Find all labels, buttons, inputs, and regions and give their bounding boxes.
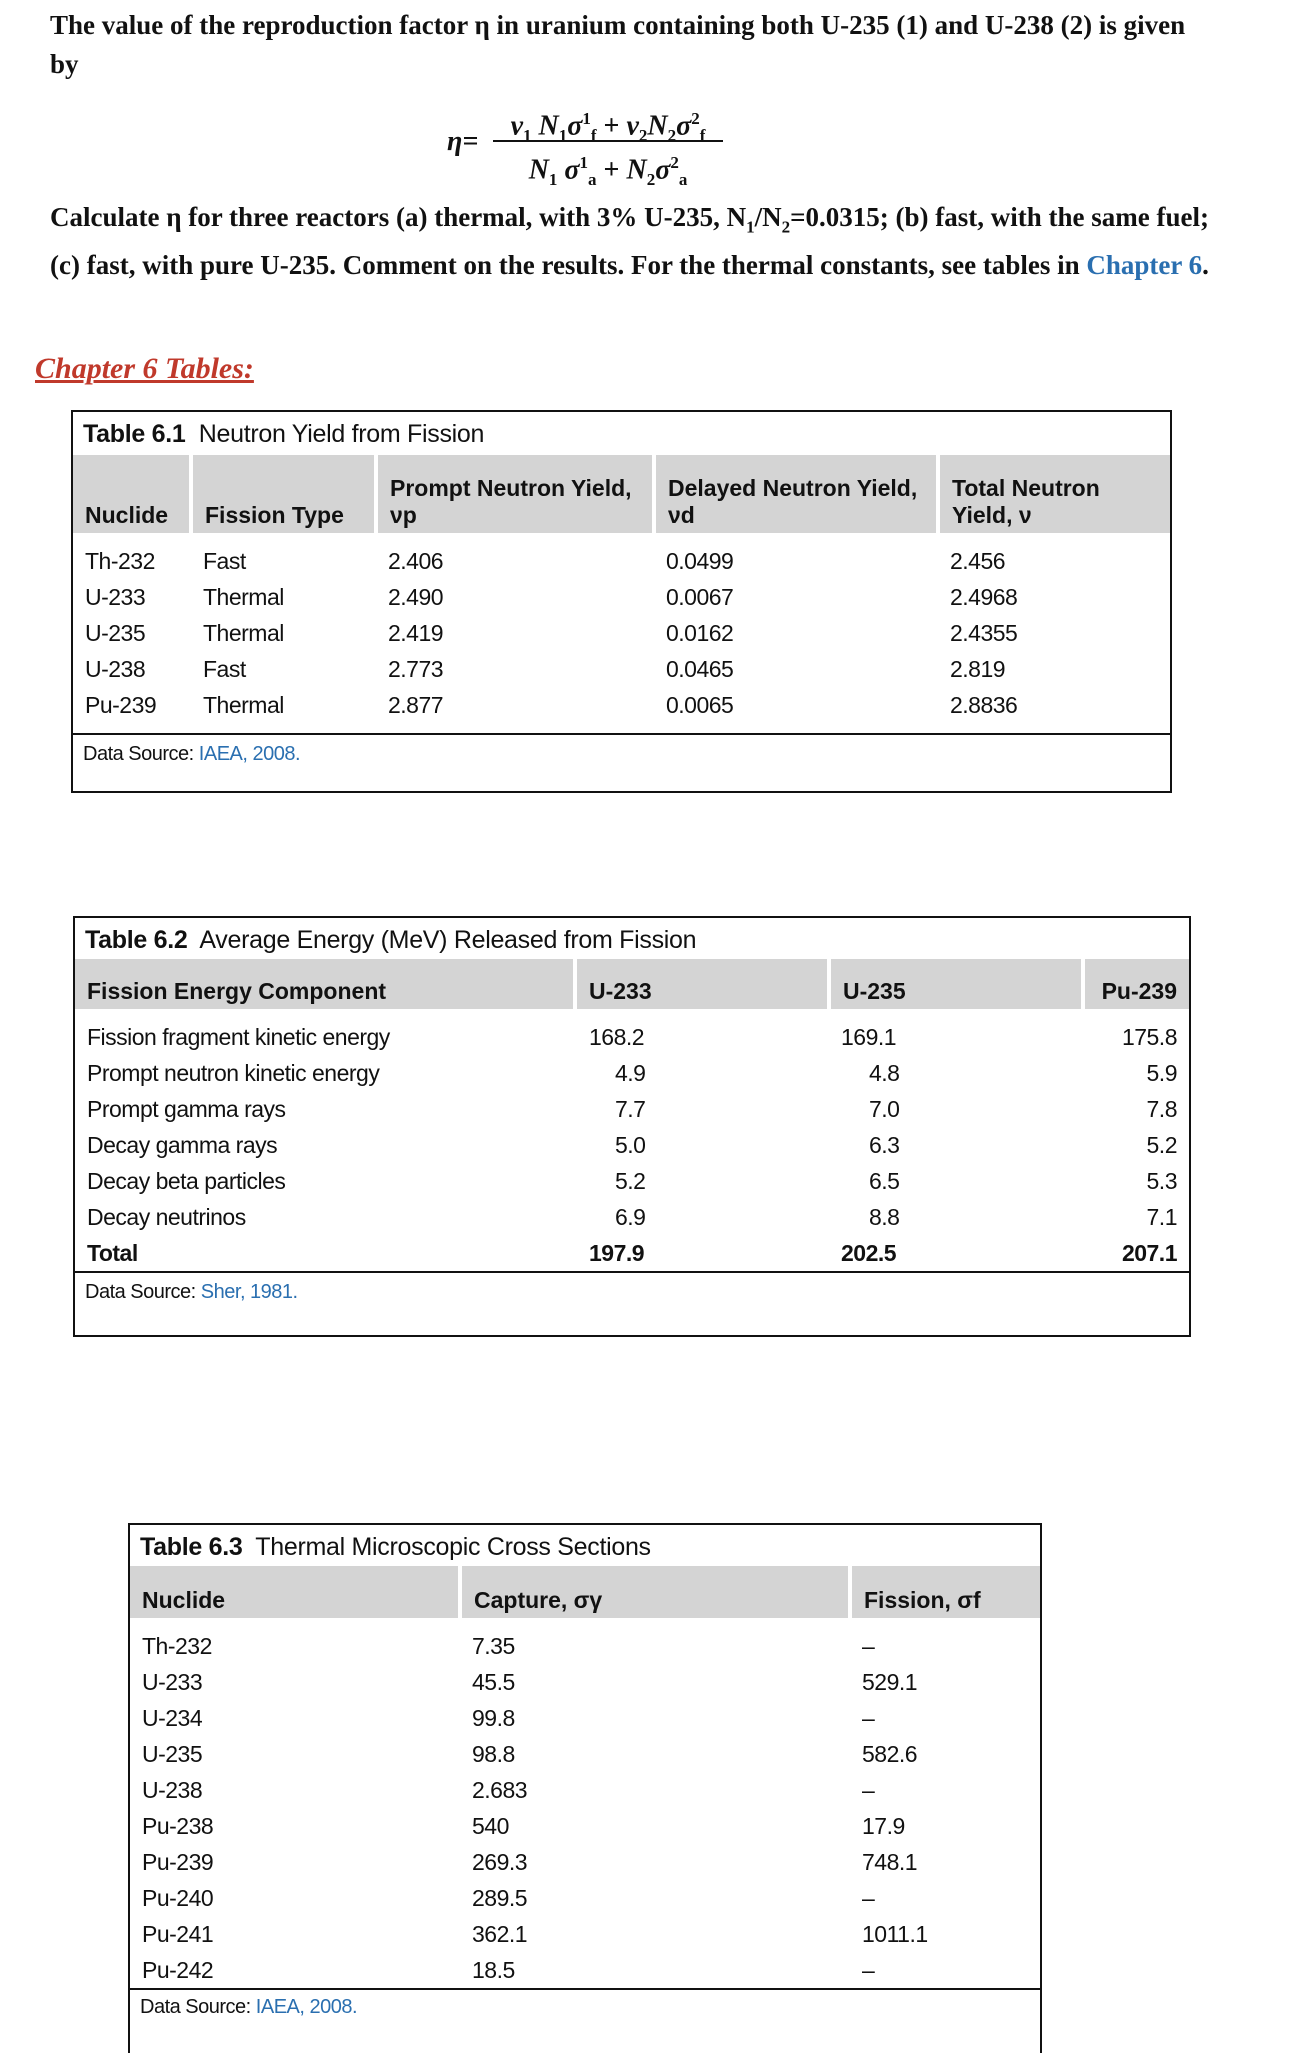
formula-fraction [493, 100, 723, 189]
table-row [75, 1009, 1189, 1055]
table-cell: U-234 [142, 1704, 203, 1731]
table-cell: 5.9 [1146, 1059, 1177, 1086]
table-cell: 2.8836 [950, 691, 1018, 718]
table-cell: 2.4968 [950, 583, 1018, 610]
task-text-b: /N [754, 202, 782, 232]
table-cell: 6.5 [869, 1167, 900, 1194]
col-header: Delayed Neutron Yield, νd [654, 455, 938, 533]
col-header: Total Neutron Yield, ν [938, 455, 1170, 533]
table-cell: 8.8 [869, 1203, 900, 1230]
table-cell: 748.1 [862, 1848, 918, 1875]
task-text-c: =0.0315; (b) fast, with the same fuel; (c) fast, with pure U-235. Comment on the results. For the thermal constants, see tables in [50, 202, 1210, 281]
task-text-a: Calculate η for three reactors (a) thermal, with 3% U-235, N [50, 202, 747, 232]
table-row [73, 615, 1170, 651]
table-6-1-grid [73, 455, 1170, 723]
table-cell: 5.3 [1146, 1167, 1177, 1194]
table-cell: 529.1 [862, 1668, 918, 1695]
table-cell: Thermal [203, 691, 284, 718]
table-cell: 5.0 [615, 1131, 646, 1158]
col-header: Prompt Neutron Yield, νp [376, 455, 654, 533]
chapter-6-tables-heading: Chapter 6 Tables: [35, 352, 254, 385]
table-cell: 2.456 [950, 547, 1006, 574]
table-6-3-grid [130, 1566, 1040, 1988]
table-cell: Pu-240 [142, 1884, 214, 1911]
formula-numerator: $\nu_1$ $N_1\sigma^1_f + \nu_2N_2\sigma^2_f$ [510, 109, 706, 145]
col-header: Nuclide [73, 455, 191, 533]
table-cell: Pu-239 [85, 691, 157, 718]
table-cell: Pu-241 [142, 1920, 214, 1947]
table-cell: U-238 [142, 1776, 203, 1803]
table-cell: 207.1 [1121, 1239, 1177, 1266]
problem-intro: The value of the reproduction factor η in uranium containing both U-235 (1) and U-238 (2) is given by [50, 10, 1186, 79]
source-link[interactable]: IAEA, 2008. [198, 743, 301, 765]
chapter-6-link[interactable]: Chapter 6 [1086, 250, 1203, 281]
table-cell: U-238 [85, 655, 146, 682]
table-row [75, 1127, 1189, 1163]
table-row [75, 1163, 1189, 1199]
table-row [130, 1700, 1040, 1736]
table-cell: Fast [203, 547, 246, 574]
table-row [130, 1772, 1040, 1808]
table-cell: Pu-242 [142, 1956, 214, 1983]
table-6-2 [73, 916, 1191, 1337]
table-cell: Fast [203, 655, 246, 682]
table-cell: 7.8 [1146, 1095, 1177, 1122]
table-row [130, 1808, 1040, 1844]
table-cell: 197.9 [589, 1239, 645, 1266]
table-cell: 269.3 [472, 1848, 528, 1875]
table-cell: 168.2 [589, 1023, 645, 1050]
table-6-1-source: Data Source: IAEA, 2008. [73, 733, 1170, 791]
table-cell: – [862, 1776, 875, 1803]
table-cell: 2.490 [388, 583, 444, 610]
source-link[interactable]: IAEA, 2008. [255, 1996, 358, 2018]
table-row [130, 1664, 1040, 1700]
formula-denominator: $N_1$ $\sigma^1_a + N_2\sigma^2_a$ [528, 153, 688, 189]
table-cell: 18.5 [472, 1956, 515, 1983]
table-cell: 45.5 [472, 1668, 515, 1695]
table-cell: 2.406 [388, 547, 444, 574]
table-cell: 1011.1 [862, 1920, 928, 1947]
table-cell: 7.35 [472, 1632, 515, 1659]
col-header: Fission Energy Component [75, 959, 575, 1009]
table-cell: Th-232 [142, 1632, 212, 1659]
table-cell: 202.5 [841, 1239, 897, 1266]
table-cell: 0.0067 [666, 583, 734, 610]
table-6-3-caption: Table 6.3 Thermal Microscopic Cross Sections [140, 1533, 651, 1561]
table-cell: 582.6 [862, 1740, 918, 1767]
table-cell: 4.8 [869, 1059, 900, 1086]
table-cell: 2.819 [950, 655, 1006, 682]
table-cell: – [862, 1884, 875, 1911]
table-row [75, 1091, 1189, 1127]
table-cell: 6.3 [869, 1131, 900, 1158]
table-cell: 7.7 [615, 1095, 646, 1122]
table-cell: U-235 [85, 619, 146, 646]
table-cell: U-233 [85, 583, 146, 610]
table-6-2-grid [75, 959, 1189, 1271]
col-header: Capture, σγ [460, 1566, 850, 1618]
table-cell: Decay neutrinos [87, 1203, 246, 1230]
table-cell: Decay gamma rays [87, 1131, 278, 1158]
table-cell: 99.8 [472, 1704, 515, 1731]
table-row [130, 1736, 1040, 1772]
table-cell: Fission fragment kinetic energy [87, 1023, 390, 1050]
col-header: Fission Type [191, 455, 376, 533]
table-6-1 [71, 410, 1172, 793]
table-cell: Pu-239 [142, 1848, 214, 1875]
table-cell: 5.2 [1146, 1131, 1177, 1158]
table-6-1-caption: Table 6.1 Neutron Yield from Fission [83, 420, 485, 448]
table-cell: Thermal [203, 583, 284, 610]
table-row [73, 579, 1170, 615]
table-cell: 540 [472, 1812, 509, 1839]
table-row [130, 1952, 1040, 1988]
table-cell: 362.1 [472, 1920, 528, 1947]
table-row [130, 1916, 1040, 1952]
table-cell: Total [87, 1239, 138, 1266]
col-header: Nuclide [130, 1566, 460, 1618]
table-row [73, 687, 1170, 723]
table-row [73, 533, 1170, 579]
table-row [130, 1844, 1040, 1880]
col-header: Fission, σf [850, 1566, 1040, 1618]
table-cell: 7.1 [1146, 1203, 1177, 1230]
table-cell: U-235 [142, 1740, 203, 1767]
problem-task: Calculate η for three reactors (a) thermal, with 3% U-235, $N_1/N_2=0.0315$; (b) fast, with the same fuel; (c) fast, with pure U-235. Comment on the results. For the thermal constants, see tables in Chapter 6. [50, 202, 1210, 281]
table-cell: 98.8 [472, 1740, 515, 1767]
table-cell: 169.1 [841, 1023, 897, 1050]
source-link[interactable]: Sher, 1981. [200, 1281, 298, 1303]
table-cell: 2.683 [472, 1776, 528, 1803]
table-cell: – [862, 1632, 875, 1659]
table-cell: 0.0499 [666, 547, 734, 574]
table-cell: 6.9 [615, 1203, 646, 1230]
table-cell: 2.877 [388, 691, 444, 718]
table-row [73, 651, 1170, 687]
table-cell: 2.773 [388, 655, 444, 682]
table-cell: 7.0 [869, 1095, 900, 1122]
table-cell: Th-232 [85, 547, 155, 574]
table-cell: 0.0162 [666, 619, 734, 646]
table-row [75, 1199, 1189, 1235]
table-cell: 0.0065 [666, 691, 734, 718]
table-cell: – [862, 1704, 875, 1731]
col-header: U-235 [829, 959, 1083, 1009]
table-6-2-caption: Table 6.2 Average Energy (MeV) Released from Fission [85, 926, 697, 954]
table-cell: 2.419 [388, 619, 444, 646]
table-cell: 2.4355 [950, 619, 1018, 646]
table-cell: 4.9 [615, 1059, 646, 1086]
table-6-3 [128, 1523, 1042, 2053]
table-cell: Pu-238 [142, 1812, 214, 1839]
formula-eta: η= [447, 126, 479, 157]
table-6-3-source: Data Source: IAEA, 2008. [130, 1988, 1040, 2027]
table-cell: – [862, 1956, 875, 1983]
table-cell: Prompt gamma rays [87, 1095, 286, 1122]
table-cell: U-233 [142, 1668, 203, 1695]
table-cell: Prompt neutron kinetic energy [87, 1059, 380, 1086]
table-cell: 175.8 [1121, 1023, 1177, 1050]
table-cell: 289.5 [472, 1884, 528, 1911]
table-6-2-source: Data Source: Sher, 1981. [75, 1271, 1189, 1335]
table-row [130, 1880, 1040, 1916]
table-row [130, 1618, 1040, 1664]
table-row-total [75, 1235, 1189, 1271]
problem-statement [50, 6, 1210, 84]
table-cell: Decay beta particles [87, 1167, 286, 1194]
table-cell: Thermal [203, 619, 284, 646]
table-cell: 5.2 [615, 1167, 646, 1194]
col-header: U-233 [575, 959, 829, 1009]
table-cell: 17.9 [862, 1812, 905, 1839]
table-cell: 0.0465 [666, 655, 734, 682]
table-row [75, 1055, 1189, 1091]
col-header: Pu-239 [1083, 959, 1189, 1009]
